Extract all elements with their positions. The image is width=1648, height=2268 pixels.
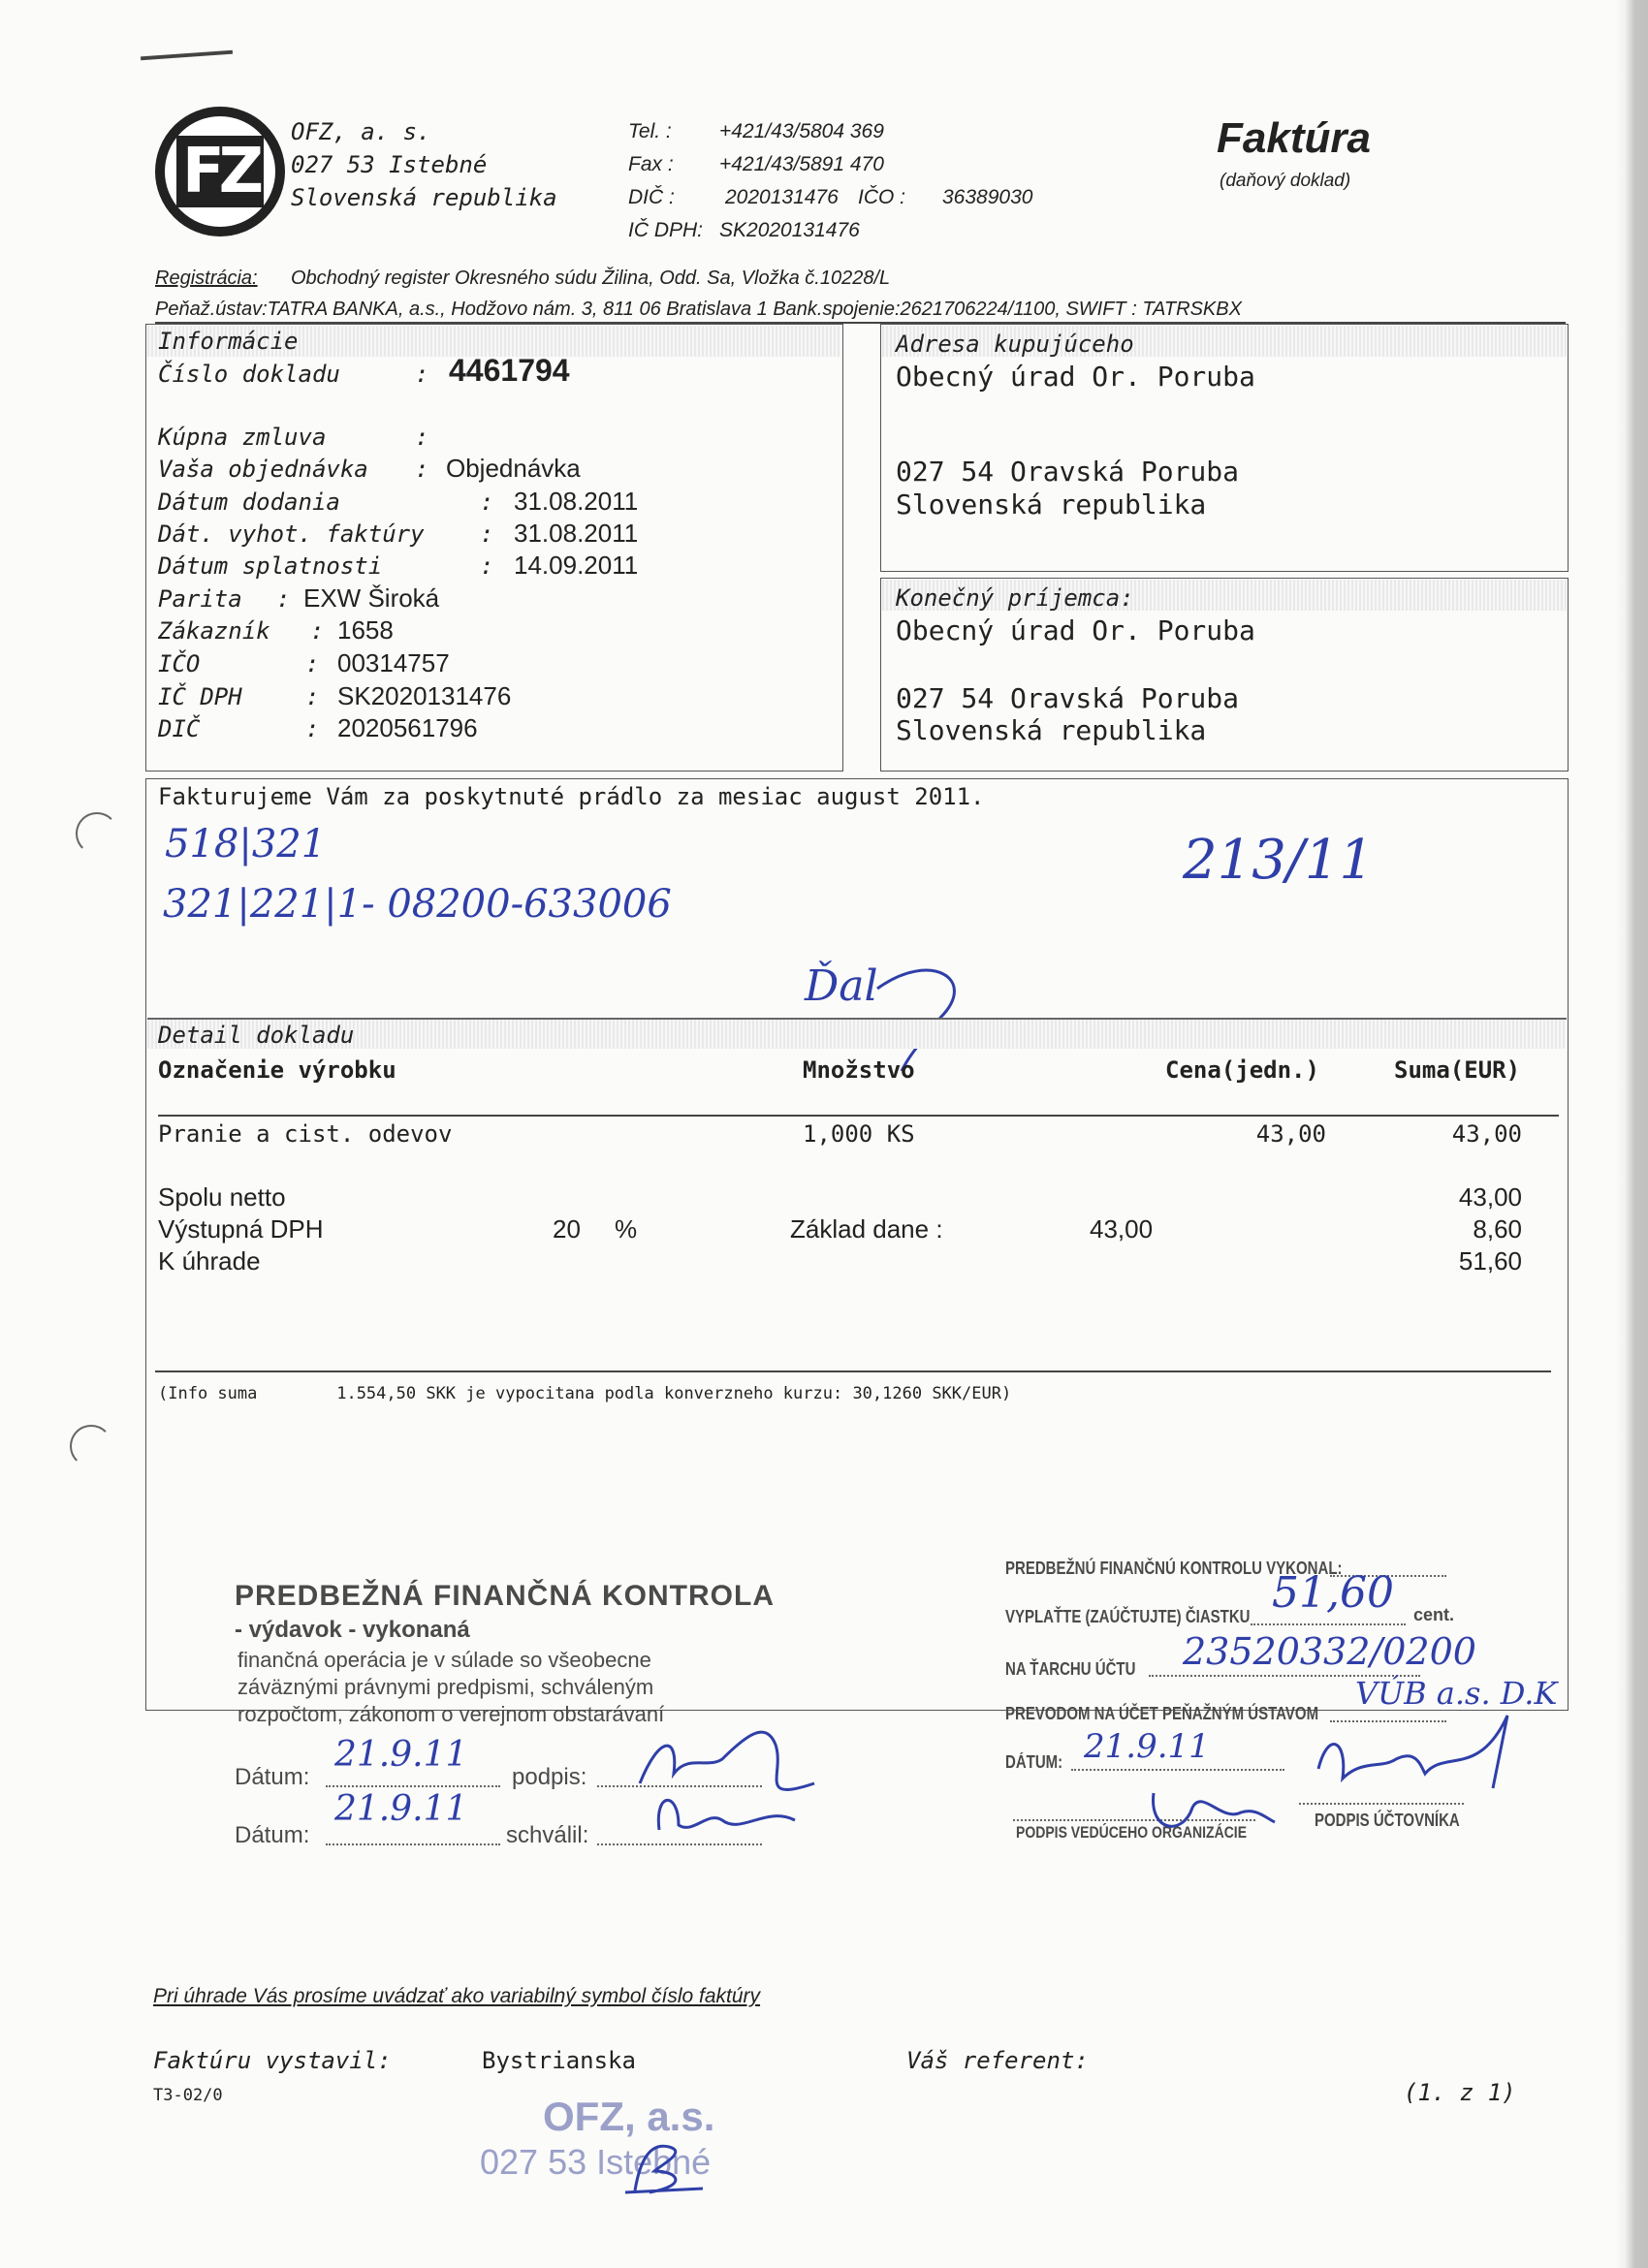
vat-label: Výstupná DPH — [158, 1214, 324, 1244]
totals-rule — [155, 1370, 1551, 1372]
info-label: Dátum splatnosti — [158, 552, 383, 580]
recipient-name: Obecný úrad Or. Poruba — [896, 614, 1255, 646]
signature-left-2 — [650, 1781, 805, 1849]
detail-heading: Detail dokladu — [158, 1022, 355, 1049]
dic-label: DIČ : — [628, 186, 675, 208]
handwritten-signature: Ďal — [805, 961, 878, 1011]
buyer-country: Slovenská republika — [896, 488, 1207, 520]
form-code: T3-02/0 — [153, 2086, 223, 2105]
company-country: Slovenská republika — [291, 184, 557, 211]
page-indicator: (1. z 1) — [1404, 2079, 1516, 2106]
scan-mark — [141, 50, 233, 61]
vat-rate: 20 — [553, 1214, 581, 1244]
company-stamp-line2: 027 53 Istebné — [480, 2142, 712, 2182]
stamp-date2-dots — [326, 1843, 500, 1845]
punch-hole-bottom — [70, 1425, 112, 1467]
stamp-right-l6b: PODPIS ÚČTOVNÍKA — [1315, 1811, 1460, 1831]
dic-value: 2020131476 — [725, 186, 839, 208]
info-label: Vaša objednávka — [158, 456, 368, 483]
info-label: IČO — [158, 650, 201, 677]
stamp-right-l4: PREVODOM NA ÚČET PEŇAŽNÝM ÚSTAVOM — [1005, 1704, 1319, 1724]
info-value: 31.08.2011 — [514, 487, 639, 516]
info-value: 00314757 — [337, 648, 450, 677]
info-heading: Informácie — [158, 328, 299, 355]
ico-label: IČO : — [858, 186, 906, 208]
info-value: 2020561796 — [337, 713, 478, 742]
stamp-right-l6a: PODPIS VEDÚCEHO ORGANIZÁCIE — [1016, 1822, 1248, 1842]
handwritten-date-2: 21.9.11 — [334, 1789, 468, 1829]
handwritten-number: 213/11 — [1183, 829, 1375, 892]
stamp-subtitle: - výdavok - vykonaná — [235, 1617, 470, 1643]
tel-label: Tel. : — [628, 120, 672, 142]
registration-label: Registrácia: — [155, 268, 258, 289]
stamp-text-1: finančná operácia je v súlade so všeobecne — [238, 1648, 651, 1672]
info-label: Zákazník — [158, 617, 270, 645]
info-label: Dátum dodania — [158, 488, 340, 516]
item-sum: 43,00 — [1451, 1120, 1522, 1148]
col-qty: Množstvo — [803, 1056, 915, 1084]
info-label: DIČ — [158, 715, 201, 742]
company-name: OFZ, a. s. — [291, 118, 431, 145]
handwritten-date-1: 21.9.11 — [334, 1735, 468, 1775]
info-label: IČ DPH — [158, 683, 242, 710]
stamp-right-l2: VYPLAŤTE (ZAÚČTUJTE) ČIASTKU — [1005, 1607, 1251, 1627]
info-value: Objednávka — [446, 454, 581, 483]
info-sep: : — [480, 552, 494, 580]
detail-heading-bar — [147, 1020, 1567, 1049]
handwritten-bank: VÚB a.s. D.K — [1355, 1675, 1558, 1712]
stamp-date1-dots — [326, 1785, 500, 1787]
icdph-value: SK2020131476 — [719, 219, 860, 241]
info-value: SK2020131476 — [337, 681, 512, 710]
signature-right-1 — [1309, 1711, 1532, 1808]
info-sep: : — [415, 424, 429, 451]
info-value: 1658 — [337, 615, 394, 645]
vat-pct: % — [615, 1214, 638, 1244]
info-sep: : — [480, 488, 494, 516]
handwritten-account: 23520332/0200 — [1183, 1630, 1476, 1673]
invoice-note: Fakturujeme Vám za poskytnuté prádlo za mesiac august 2011. — [158, 783, 985, 810]
company-stamp-line1: OFZ, a.s. — [543, 2094, 715, 2139]
stamp-right-l5: DÁTUM: — [1005, 1752, 1063, 1773]
info-sep: : — [305, 650, 320, 677]
referent-label: Váš referent: — [906, 2047, 1089, 2074]
buyer-city: 027 54 Oravská Poruba — [896, 456, 1240, 488]
stamp-text-3: rozpočtom, zákonom o verejnom obstarávaní — [238, 1702, 665, 1726]
stamp-text-2: záväznými právnymi predpismi, schváleným — [238, 1675, 654, 1699]
company-city: 027 53 Istebné — [291, 151, 488, 178]
handwritten-code-1: 518|321 — [165, 822, 327, 866]
item-product: Pranie a cist. odevov — [158, 1120, 453, 1148]
stamp-sign-label: podpis: — [512, 1764, 587, 1790]
col-sum: Suma(EUR) — [1394, 1056, 1521, 1084]
tel-value: +421/43/5804 369 — [719, 120, 884, 142]
info-value: 31.08.2011 — [514, 519, 639, 548]
signature-right-2 — [1144, 1774, 1280, 1842]
stamp-approve-label: schválil: — [506, 1822, 589, 1848]
stamp-right-l3: NA ŤARCHU ÚČTU — [1005, 1659, 1136, 1680]
info-sep: : — [310, 617, 325, 645]
item-qty: 1,000 KS — [803, 1120, 915, 1148]
info-sep: : — [480, 520, 494, 548]
recipient-city: 027 54 Oravská Poruba — [896, 682, 1240, 714]
info-sep: : — [305, 683, 320, 710]
doc-no-sep: : — [415, 361, 429, 388]
handwritten-amount: 51,60 — [1272, 1568, 1394, 1618]
handwritten-code-2: 321|221|1- 08200-633006 — [163, 882, 672, 927]
info-value: 14.09.2011 — [514, 551, 639, 580]
info-label: Parita — [158, 585, 242, 613]
fax-value: +421/43/5891 470 — [719, 153, 884, 175]
buyer-heading: Adresa kupujúceho — [896, 331, 1134, 358]
info-label: Kúpna zmluva — [158, 424, 327, 451]
recipient-country: Slovenská republika — [896, 714, 1207, 746]
stamp-right-cent: cent. — [1413, 1605, 1455, 1624]
stamp-right-l1: PREDBEŽNÚ FINANČNÚ KONTROLU VYKONAL: — [1005, 1559, 1343, 1579]
doc-title: Faktúra — [1217, 114, 1371, 162]
fax-label: Fax : — [628, 153, 674, 175]
netto-label: Spolu netto — [158, 1182, 286, 1212]
issued-by: Bystrianska — [482, 2047, 636, 2074]
issued-label: Faktúru vystavil: — [153, 2047, 392, 2074]
detail-header-rule — [158, 1115, 1559, 1117]
detail-top-line — [147, 1018, 1567, 1020]
punch-hole-top — [76, 812, 118, 855]
variable-symbol-note: Pri úhrade Vás prosíme uvádzať ako variabilný symbol číslo faktúry — [153, 1985, 761, 2007]
item-price: 43,00 — [1255, 1120, 1326, 1148]
base-value: 43,00 — [1090, 1214, 1154, 1244]
stamp-title: PREDBEŽNÁ FINANČNÁ KONTROLA — [235, 1580, 775, 1612]
info-sep: : — [415, 456, 429, 483]
doc-no-label: Číslo dokladu — [158, 361, 340, 388]
logo-letters: FZ — [176, 136, 264, 207]
due-label: K úhrade — [158, 1246, 261, 1276]
vat-value: 8,60 — [1473, 1214, 1522, 1244]
stamp-date1-label: Dátum: — [235, 1764, 310, 1790]
icdph-label: IČ DPH: — [628, 219, 704, 241]
info-sep: : — [276, 585, 291, 613]
registration: Obchodný register Okresného súdu Žilina, Odd. Sa, Vložka č.10228/L — [291, 268, 891, 289]
info-label: Dát. vyhot. faktúry — [158, 520, 425, 548]
stamp-initial — [620, 2132, 708, 2200]
stamp-right-l2-dots — [1251, 1623, 1406, 1625]
handwritten-date-3: 21.9.11 — [1084, 1727, 1210, 1766]
scan-edge — [1615, 0, 1648, 2268]
base-label: Základ dane : — [790, 1214, 943, 1244]
stamp-date2-label: Dátum: — [235, 1822, 310, 1848]
col-product: Označenie výrobku — [158, 1056, 396, 1084]
info-value: EXW Široká — [303, 583, 440, 613]
bank-line: Peňaž.ústav:TATRA BANKA, a.s., Hodžovo nám. 3, 811 06 Bratislava 1 Bank.spojenie:2621706224/1100, SWIFT : TATRSKBX — [155, 299, 1242, 320]
info-sum: (Info suma 1.554,50 SKK je vypocitana podla konverzneho kurzu: 30,1260 SKK/EUR) — [158, 1384, 1012, 1403]
netto-value: 43,00 — [1458, 1182, 1522, 1212]
ico-value: 36389030 — [942, 186, 1033, 208]
col-price: Cena(jedn.) — [1165, 1056, 1319, 1084]
info-sep: : — [305, 715, 320, 742]
doc-subtitle: (daňový doklad) — [1220, 171, 1351, 191]
doc-no: 4461794 — [449, 353, 570, 388]
company-logo — [155, 107, 285, 236]
buyer-name: Obecný úrad Or. Poruba — [896, 361, 1255, 393]
stamp-right-l5-dots — [1071, 1769, 1284, 1771]
recipient-heading: Konečný príjemca: — [896, 584, 1134, 612]
due-value: 51,60 — [1458, 1246, 1522, 1276]
